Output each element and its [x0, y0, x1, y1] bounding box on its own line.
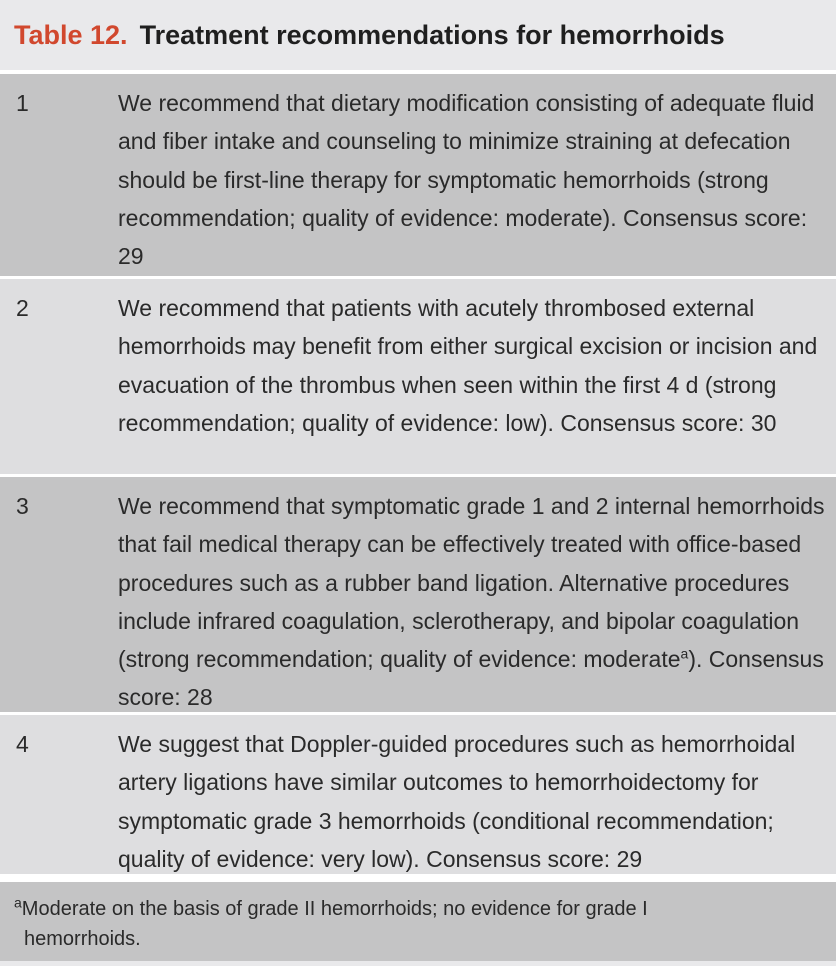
- table-row: [0, 477, 836, 715]
- recommendations-table: [0, 74, 836, 877]
- row-number: 2: [16, 295, 29, 321]
- table-title: [0, 0, 836, 70]
- row-number: 1: [16, 90, 29, 116]
- recommendation-text: We recommend that patients with acutely thrombosed external hemorrhoids may benefit from either surgical excision or incision and evacuation of the thrombus when seen within the first 4 d (strong recommendation; quality of evidence: low). Consensus score: 30: [118, 295, 818, 436]
- table-footnote: [0, 877, 836, 961]
- footnote-text: Moderate on the basis of grade II hemorrhoids; no evidence for grade I: [21, 898, 648, 920]
- table-row: [0, 715, 836, 877]
- recommendation-text-tail: ). Consensus score: 28: [118, 646, 824, 711]
- row-number: 3: [16, 493, 29, 519]
- recommendation-text: We recommend that dietary modification consisting of adequate fluid and fiber intake and counseling to minimize straining at defecation should be first-line therapy for symptomatic hemorrhoids (strong recommendation; quality of evidence: moderate). Consensus score: 29: [118, 90, 815, 270]
- table-title-text: Treatment recommendations for hemorrhoids: [139, 19, 725, 50]
- table-row: [0, 279, 836, 477]
- footnote-marker: a: [14, 894, 22, 911]
- table-label: Table 12.: [14, 19, 128, 50]
- recommendation-text-main: We recommend that symptomatic grade 1 and 2 internal hemorrhoids that fail medical therapy can be effectively treated with office-based procedures such as a rubber band ligation. Alternative procedures include infrared coagulation, sclerotherapy, and bipolar coagulation (strong recommendation; quality of evidence: moderate: [118, 493, 825, 673]
- footnote-marker: a: [680, 645, 689, 662]
- footnote-line-1: [14, 894, 836, 924]
- row-number: 4: [16, 731, 29, 757]
- recommendation-text: We suggest that Doppler-guided procedures such as hemorrhoidal artery ligations have similar outcomes to hemorrhoidectomy for symptomatic grade 3 hemorrhoids (conditional recommendation; quality of evidence: very low). Consensus score: 29: [118, 731, 796, 872]
- table-row: [0, 74, 836, 279]
- recommendation-text: [118, 477, 836, 712]
- footnote-line-2: hemorrhoids.: [24, 928, 141, 950]
